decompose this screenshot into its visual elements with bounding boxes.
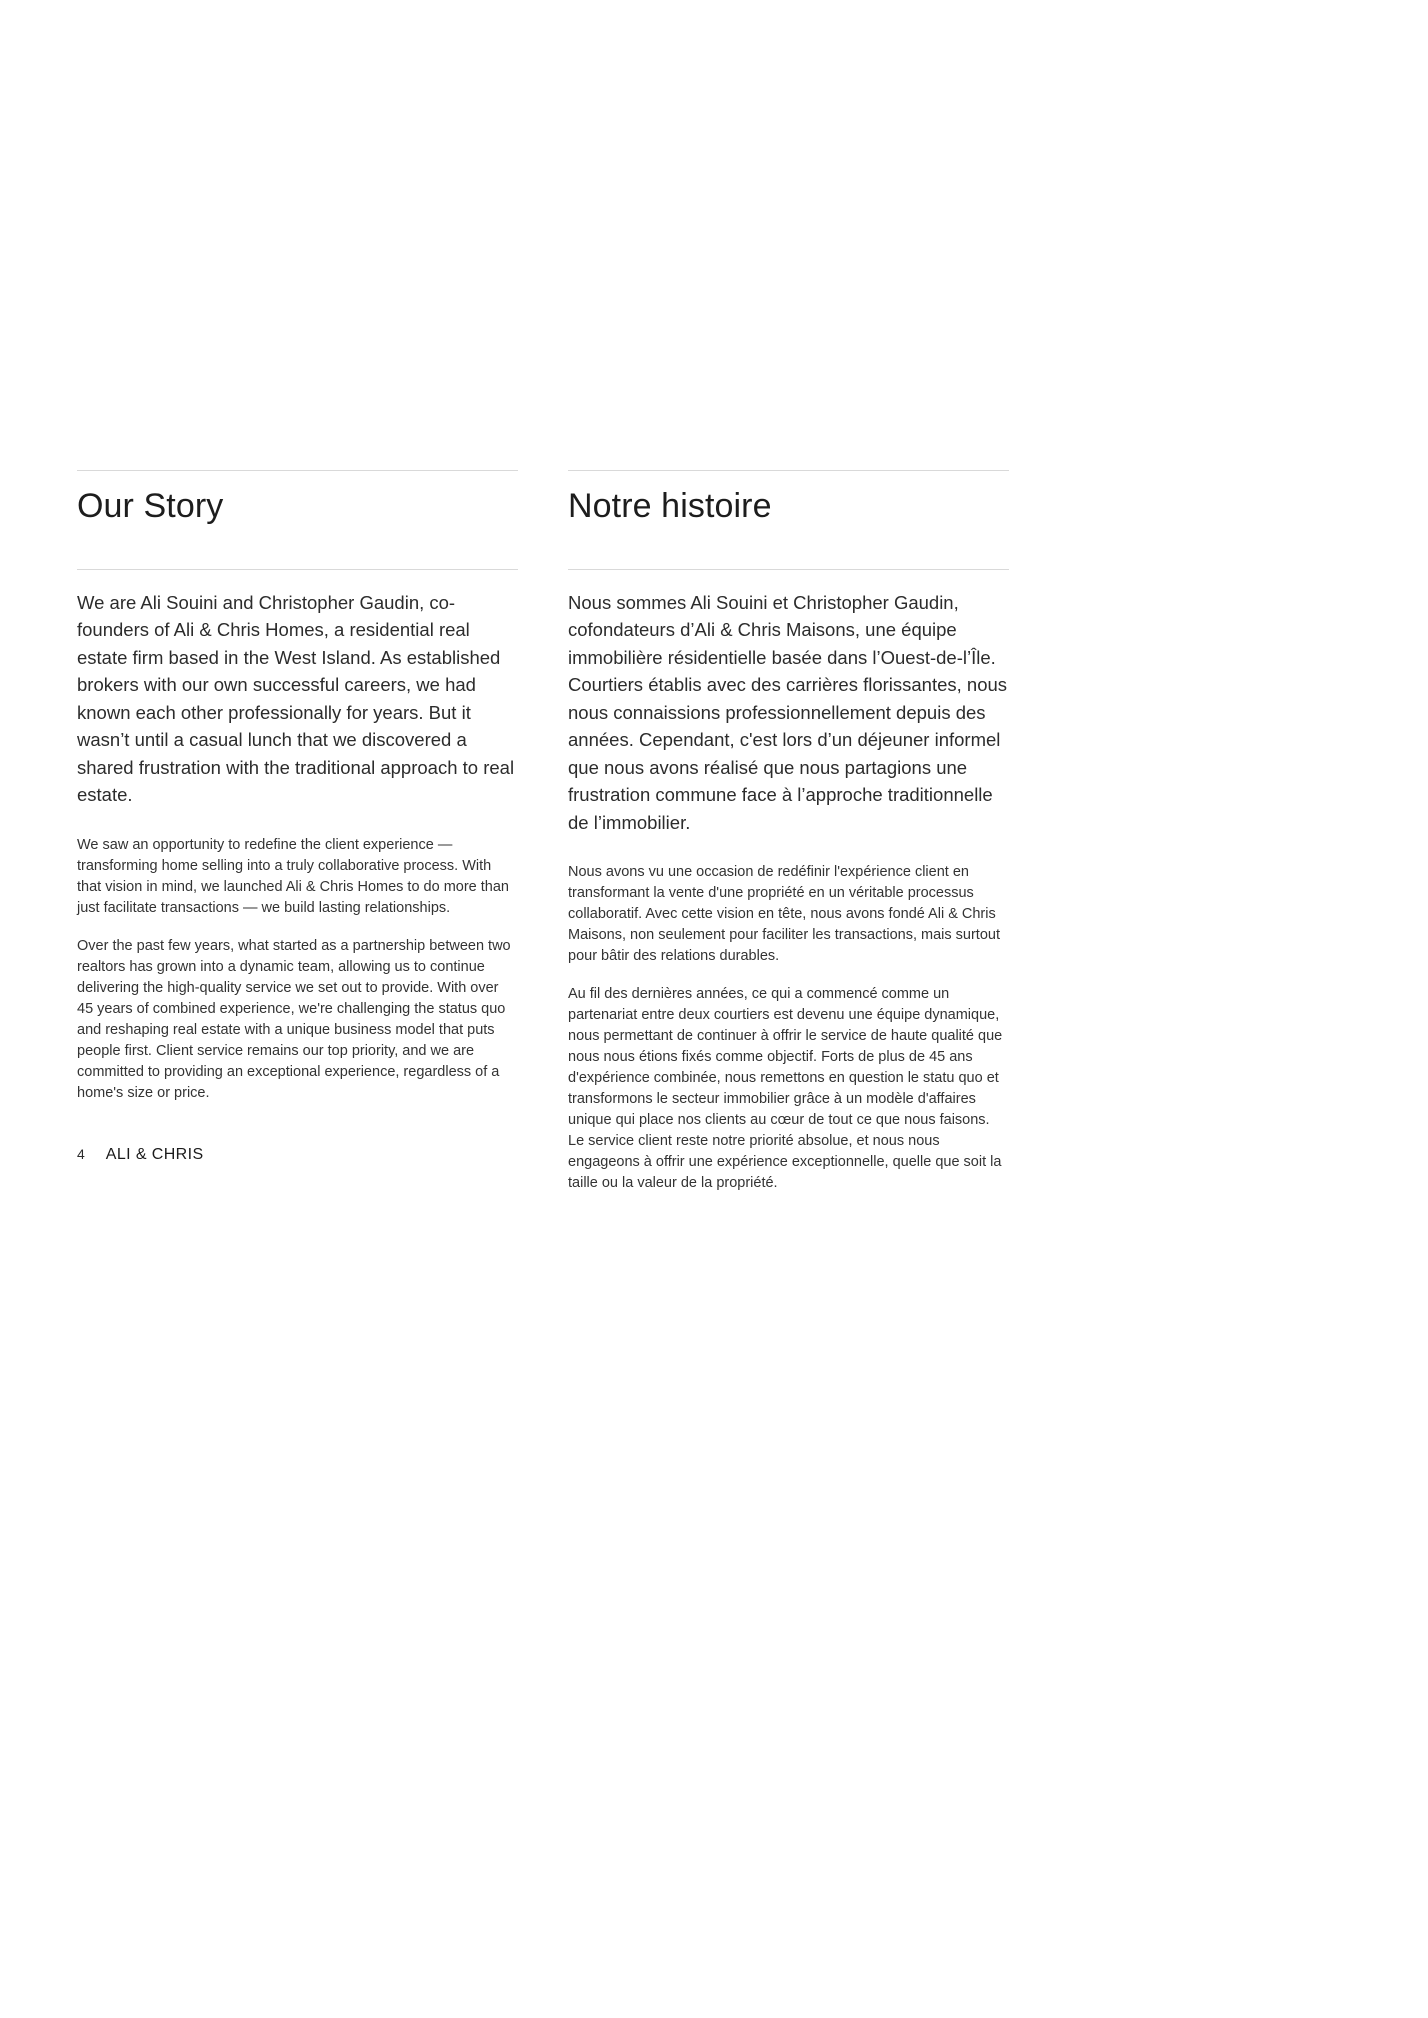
story-section [77,470,1010,1211]
lead-paragraph-en: We are Ali Souini and Christopher Gaudin, co-founders of Ali & Chris Homes, a residential real estate firm based in the West Island. As established brokers with our own successful careers, we had known each other professionally for years. But it wasn’t until a casual lunch that we discovered a shared frustration with the traditional approach to real estate. [77,591,515,805]
body-paragraph-fr-2: Au fil des dernières années, ce qui a commencé comme un partenariat entre deux courtiers est devenu une équipe dynamique, nous permettant de continuer à offrir le service de haute qualité que nous nous étions fixés comme objectif. Forts de plus de 45 ans d'expérience combinée, nous remettons en question le statu quo et transformons le secteur immobilier grâce à un modèle d'affaires unique qui place nos clients au cœur de tout ce que nous faisons. Le service client reste notre priorité absolue, et nous nous engageons à offrir une expérience exceptionnelle, quelle que soit la taille ou la valeur de la propriété. [568,986,1003,1191]
column-french [568,470,1009,1211]
divider-top-fr [568,470,1009,471]
section-heading-fr: Notre histoire [568,487,772,525]
page-footer [77,1146,204,1164]
divider-top-en [77,470,518,471]
lead-paragraph-fr: Nous sommes Ali Souini et Christopher Gaudin, cofondateurs d’Ali & Chris Maisons, une équipe immobilière résidentielle basée dans l’Ouest-de-l’Île. Courtiers établis avec des carrières florissantes, nous nous connaissions professionnellement depuis des années. Cependant, c'est lors d’un déjeuner informel que nous avons réalisé que nous partagions une frustration commune face à l’approche traditionnelle de l’immobilier. [568,591,1008,833]
divider-mid-fr [568,569,1009,570]
body-paragraph-fr-1: Nous avons vu une occasion de redéfinir l'expérience client en transformant la vente d'une propriété en un véritable processus collaboratif. Avec cette vision en tête, nous avons fondé Ali & Chris Maisons, non seulement pour faciliter les transactions, mais surtout pour bâtir des relations durables. [568,864,1000,964]
body-paragraph-en-2: Over the past few years, what started as a partnership between two realtors has grown into a dynamic team, allowing us to continue delivering the high-quality service we set out to provide. With over 45 years of combined experience, we're challenging the status quo and reshaping real estate with a unique business model that puts people first. Client service remains our top priority, and we are committed to providing an exceptional experience, regardless of a home's size or price. [77,937,511,1101]
divider-mid-en [77,569,518,570]
section-heading-en: Our Story [77,487,224,525]
column-english [77,470,518,1211]
page-number: 4 [77,1146,85,1162]
brand-name: ALI & CHRIS [105,1146,204,1163]
body-paragraph-en-1: We saw an opportunity to redefine the client experience — transforming home selling into a truly collaborative process. With that vision in mind, we launched Ali & Chris Homes to do more than just facilitate transactions — we build lasting relationships. [77,836,509,916]
